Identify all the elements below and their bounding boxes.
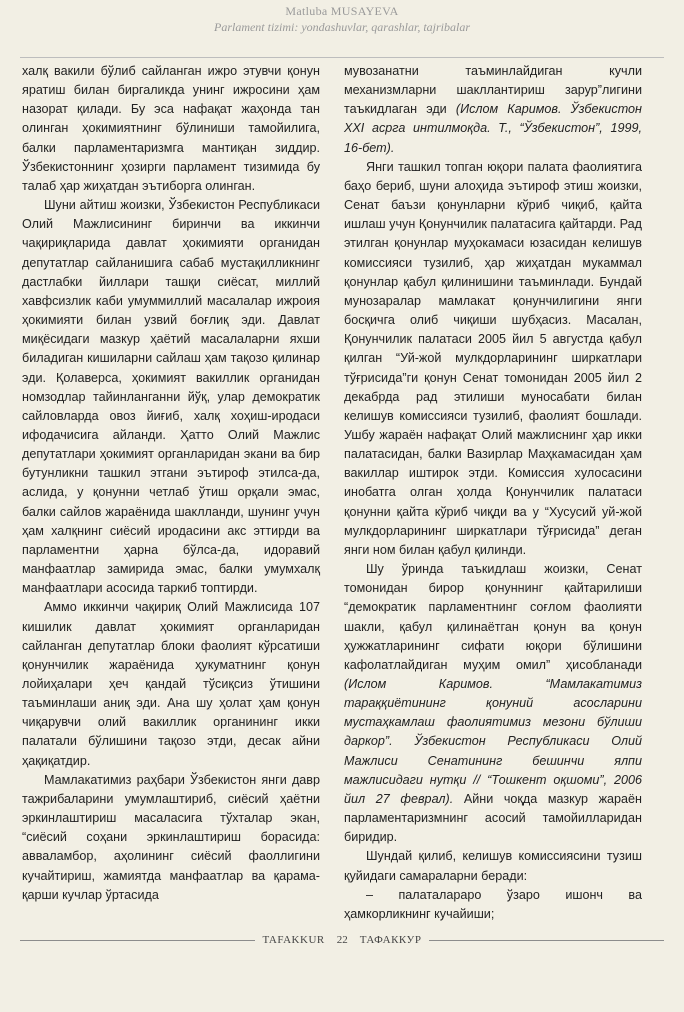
running-header: [0, 4, 684, 35]
paragraph: Шундай қилиб, келишув комиссиясини тузиш қуйидаги самараларни беради:: [344, 849, 642, 883]
header-author: Matluba MUSAYEVA: [285, 4, 399, 18]
paragraph: Аммо иккинчи чақириқ Олий Мажлисида 107 кишилик давлат ҳокимият органларидан сайланган депутатлар блоки фаолият кўрсатиши қонунчилик жараёнида ҳукуматнинг қонун лойиҳалари ҳеч қандай тўсиқсиз ўтишини таъминлаши аниқ эди. Ана шу ҳолат ҳам қонун чиқарувчи олий вакиллик органининг икки палатали бўлишини тақозо этди, десак айни ҳақиқатдир.: [22, 600, 320, 768]
footer-rule-left: [20, 940, 255, 941]
journal-name-latin: TAFAKKUR: [262, 934, 325, 946]
paragraph-text: Айни чоқда мазкур жараён парламентаризмнинг асосий тамойилларидан биридир.: [344, 791, 642, 845]
citation: (Ислом Каримов. Ўзбекистон XXI асрга интилмоқда. Т., “Ўзбекистон”, 1999, 16-бет).: [344, 102, 642, 155]
journal-name-cyrillic: ТАФАККУР: [359, 934, 422, 946]
list-item: – палаталараро ўзаро ишонч ва ҳамкорликнинг кучайиши;: [344, 887, 642, 921]
right-text-column: [344, 62, 642, 924]
paragraph-text: мувозанатни таъминлайдиган кучли механизмларни шакллантириш зарур”лигини таъкидлаган эди: [344, 64, 642, 117]
left-text-column: [22, 62, 320, 905]
page-number: 22: [336, 934, 348, 946]
paragraph: [344, 560, 642, 847]
paragraph-text: Шу ўринда таъкидлаш жоизки, Сенат томонидан бирор қонуннинг қайтарилиши “демократик парламентнинг соғлом фаолияти шакли, қабул қилинаётган қонун ва қонун ҳужжатларининг сифати юқори бўлишини кафолатлайдиган муҳим омил” ҳисобланади: [344, 562, 642, 672]
citation: (Ислом Каримов. “Мамлакатимиз тараққиётининг қонуний асосларини мустаҳкамлаш фаолиятимиз мезони бўлиши даркор”. Ўзбекистон Республикаси Олий Мажлиси Сенатининг бешинчи ялпи мажлисидаги нутқи // “Тошкент оқшоми”, 2006 йил 27 феврал).: [344, 677, 642, 806]
header-subtitle: Parlament tizimi: yondashuvlar, qarashlar, tajribalar: [213, 20, 470, 34]
header-divider: [20, 57, 664, 58]
paragraph: Янги ташкил топган юқори палата фаолиятига баҳо бериб, шуни алоҳида эътироф этиш жоизки, Сенат баъзи қонунларни кўриб чиқиб, қайта ишлаш учун Қонунчилик палатасига қайтарди. Рад этилган қонунлар муҳокамаси юзасидан келишув комиссияси тузилиб, ҳар жиҳатдан мукаммал қонунлар қабул қилинишини таъминлади. Бундай мунозаралар мамлакат қонунчилигини янги босқичга олиб чиқиши шубҳасиз. Масалан, Қонунчилик палатаси 2005 йил 5 августда қабул қилган “Уй-жой мулкдорларининг ширкатлари тўғрисида”ги қонун Сенат томонидан 2005 йил 2 декабрда рад этилиши муносабати билан келишув комиссияси тузилиб, фаолият бошлади. Ушбу жараён нафақат Олий мажлиснинг ҳар икки палатасидан, балки Вазирлар Маҳкамасидан ҳам вакиллар иштирок этди. Комиссия хулосасини инобатга олган ҳолда Қонунчилик палатаси қонунни қайта кўриб чиқди ва у “Хусусий уй-жой мулкдорларининг ширкатлари тўғрисида” деган янги ном билан қабул қилинди.: [344, 159, 642, 557]
footer-rule-right: [429, 940, 664, 941]
page-footer: [20, 934, 664, 946]
paragraph: [344, 62, 642, 158]
paragraph: халқ вакили бўлиб сайланган ижро этувчи қонун яратиш билан биргаликда унинг ижросини ҳам назорат қилади. Бу эса нафақат жаҳонда тан олинган ҳокимиятнинг бўлиниши тамойилига, балки парламентаризмга мантиқан зиддир. Ўзбекистоннинг ҳозирги парламент тизимида бу талаб ҳар жиҳатдан эътиборга олинган.: [22, 64, 320, 193]
paragraph: Шуни айтиш жоизки, Ўзбекистон Республикаси Олий Мажлисининг биринчи ва иккинчи чақириқларида давлат ҳокимияти органидан депутатлар сайланишига сабаб мустақилликнинг дастлабки йиллари ташқи сиёсат, миллий хавфсизлик каби умуммиллий масалалар ижроия ҳокимияти билан узвий боғлиқ эди. Давлат миқёсидаги мазкур ҳаётий масалаларни яхши биладиган кишиларни сайлаш ҳам тақозо қилинар эди. Қолаверса, ҳокимият вакиллик органидан номзодлар тайинланганни йўқ, улар демократик сайловларда овоз йиғиб, халқ хоҳиш-иродаси ифодачисига айланди. Ҳатто Олий Мажлис депутатлари ҳокимият органларидан экани ва бир бутунликни ташкил этгани эътироф этилса-да, аслида, у қонунни четлаб ўтиш орқали эмас, балки сайлов жараёнида шаклланди, шунинг учун ҳам халқнинг сиёсий иродасини акс эттирди ва парламентни ҳарна бўлса-да, идоравий манфаатлар замирида эмас, балки умумхалқ манфаатлари асосида таркиб топтирди.: [22, 198, 320, 596]
paragraph: Мамлакатимиз раҳбари Ўзбекистон янги давр тажрибаларини умумлаштириб, сиёсий ҳаётни эркинлаштириш масаласига тўхталар экан, “сиёсий соҳани эркинлаштириш борасида: авваламбор, аҳолининг сиёсий фаоллигини кучайтириш, жамиятда манфаатлар ва қарама-қарши кучлар ўртасида: [22, 772, 320, 902]
